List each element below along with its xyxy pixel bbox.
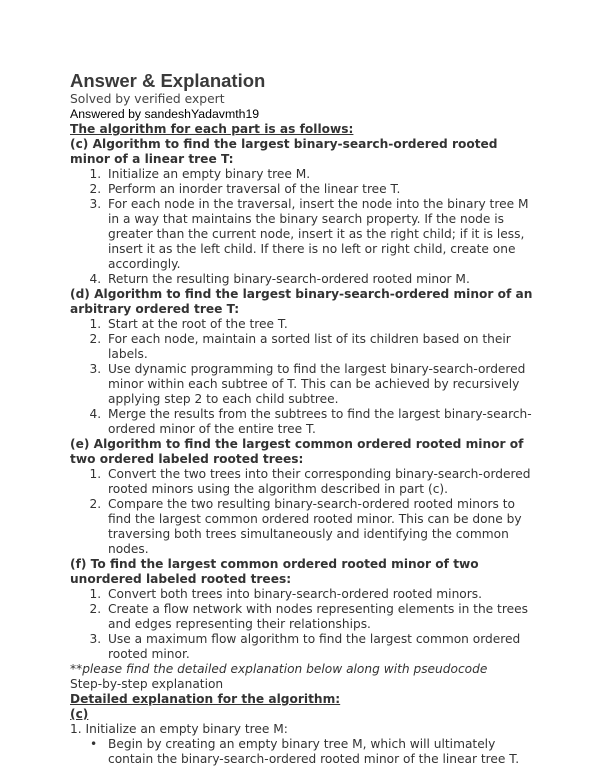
list-item: 2. For each node, maintain a sorted list of its children based on their labels.	[105, 332, 540, 362]
section-c-list	[70, 167, 540, 287]
list-item: 4. Merge the results from the subtrees to find the largest binary-search-ordered minor of the entire tree T.	[105, 407, 540, 437]
list-item	[90, 737, 540, 767]
detail-c-label: (c)	[70, 707, 89, 721]
section-c-heading: (c) Algorithm to find the largest binary-search-ordered rooted minor of a linear tree T:	[70, 137, 498, 166]
section-d-heading: (d) Algorithm to find the largest binary-search-ordered minor of an arbitrary ordered tree T:	[70, 287, 533, 316]
list-item: 2. Create a flow network with nodes representing elements in the trees and edges representing their relationships.	[105, 602, 540, 632]
list-item: 2. Compare the two resulting binary-search-ordered rooted minors to find the largest common ordered rooted minor. This can be done by traversing both trees simultaneously and identifying the common nodes.	[105, 497, 540, 557]
intro-heading: The algorithm for each part is as follows:	[70, 122, 354, 136]
bullet-text: Begin by creating an empty binary tree M, which will ultimately contain the binary-search-ordered rooted minor of the linear tree T.	[108, 737, 520, 766]
section-f-list	[70, 587, 540, 662]
section-e-heading: (e) Algorithm to find the largest common ordered rooted minor of two ordered labeled rooted trees:	[70, 437, 524, 466]
document-page	[70, 70, 540, 767]
bullet-icon: •	[90, 737, 98, 751]
list-item: 3. Use dynamic programming to find the largest binary-search-ordered minor within each subtree of T. This can be achieved by recursively applying step 2 to each child subtree.	[105, 362, 540, 407]
section-f-heading: (f) To find the largest common ordered rooted minor of two unordered labeled rooted trees:	[70, 557, 479, 586]
list-item: 1. Convert both trees into binary-search-ordered rooted minors.	[105, 587, 540, 602]
list-item: 3. Use a maximum flow algorithm to find the largest common ordered rooted minor.	[105, 632, 540, 662]
detail-step-1: 1. Initialize an empty binary tree M:	[70, 722, 288, 736]
detail-bullet-list	[70, 737, 540, 767]
step-by-step-label: Step-by-step explanation	[70, 677, 224, 691]
detailed-heading: Detailed explanation for the algorithm:	[70, 692, 341, 706]
section-d-list	[70, 317, 540, 437]
page-title: Answer & Explanation	[70, 70, 266, 91]
section-e-list	[70, 467, 540, 557]
list-item: 4. Return the resulting binary-search-ordered rooted minor M.	[105, 272, 540, 287]
list-item: 1. Initialize an empty binary tree M.	[105, 167, 540, 182]
answered-by: Answered by sandeshYadavmth19	[70, 107, 260, 121]
list-item: 1. Start at the root of the tree T.	[105, 317, 540, 332]
list-item: 1. Convert the two trees into their corresponding binary-search-ordered rooted minors using the algorithm described in part (c).	[105, 467, 540, 497]
list-item: 2. Perform an inorder traversal of the linear tree T.	[105, 182, 540, 197]
pseudocode-note: **please find the detailed explanation below along with pseudocode	[70, 662, 488, 676]
list-item: 3. For each node in the traversal, insert the node into the binary tree M in a way that maintains the binary search property. If the node is greater than the current node, insert it as the right child; if it is less, insert it as the left child. If there is no left or right child, create one accordingly.	[105, 197, 540, 272]
solved-label: Solved by verified expert	[70, 92, 225, 106]
